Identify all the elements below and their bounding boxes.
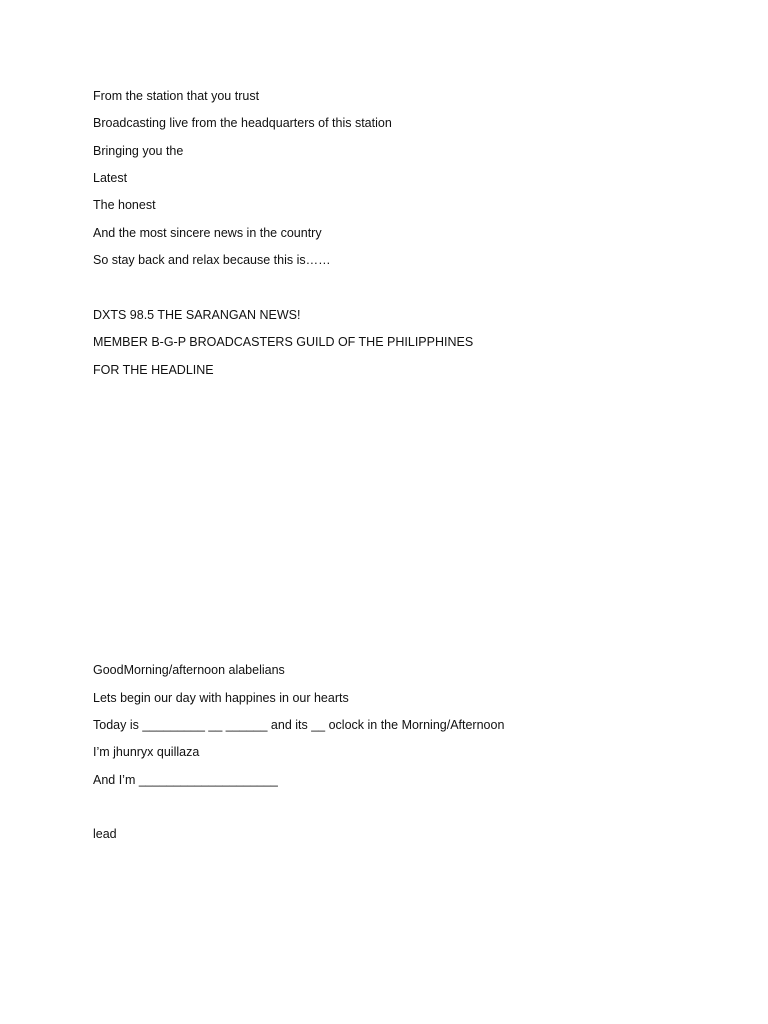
greeting-line-2: Lets begin our day with happines in our hearts [93, 691, 349, 705]
station-name: DXTS 98.5 THE SARANGAN NEWS! [93, 308, 301, 322]
anchor-name-2: And I’m ____________________ [93, 773, 278, 787]
intro-line-4: Latest [93, 171, 128, 185]
lead-label: lead [93, 827, 117, 841]
intro-line-2: Broadcasting live from the headquarters of this station [93, 116, 392, 130]
intro-line-3: Bringing you the [93, 144, 184, 158]
anchor-name-1: I’m jhunryx quillaza [93, 745, 200, 759]
date-time-line: Today is _________ __ ______ and its __ oclock in the Morning/Afternoon [93, 718, 505, 732]
greeting-line-1: GoodMorning/afternoon alabelians [93, 663, 285, 677]
intro-line-5: The honest [93, 198, 156, 212]
station-membership: MEMBER B-G-P BROADCASTERS GUILD OF THE PHILIPPHINES [93, 335, 474, 349]
headline-intro: FOR THE HEADLINE [93, 363, 214, 377]
intro-line-7: So stay back and relax because this is…… [93, 253, 331, 267]
intro-line-1: From the station that you trust [93, 89, 260, 103]
intro-line-6: And the most sincere news in the country [93, 226, 322, 240]
